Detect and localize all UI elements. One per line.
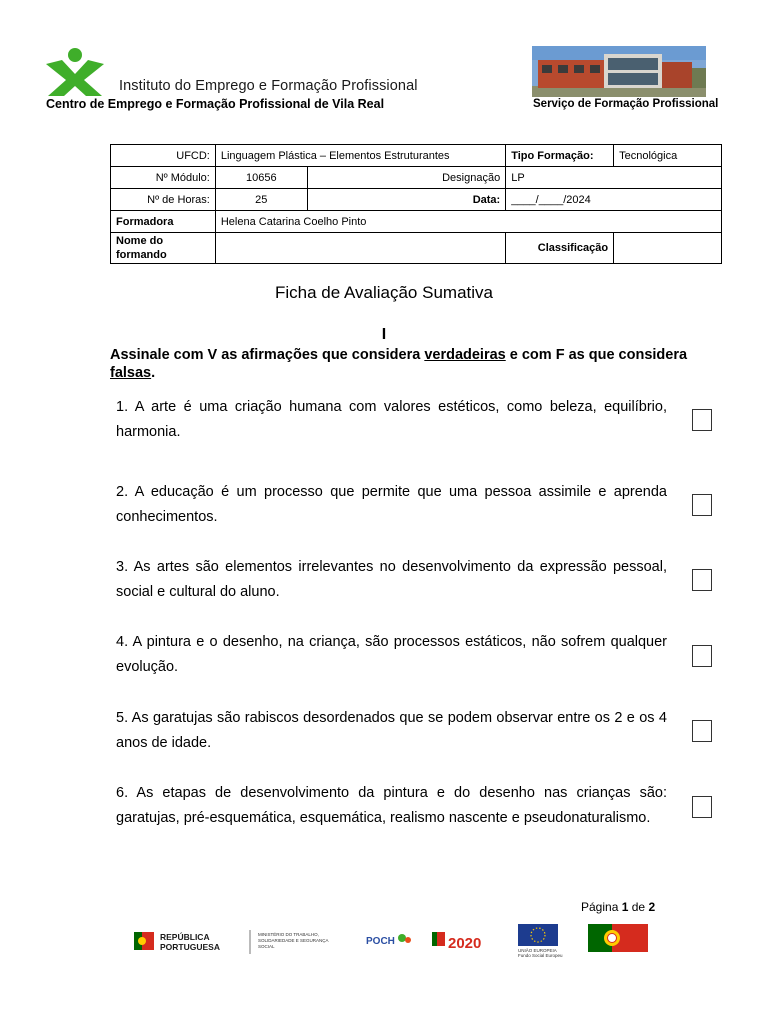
formadora-value: Helena Catarina Coelho Pinto <box>215 211 721 233</box>
statement-6: 6. As etapas de desenvolvimento da pintura e do desenho nas crianças são: garatujas, pré-esquemática, esquemática, realismo nascente e pseudonaturalismo. <box>116 785 667 826</box>
iefp-logo <box>42 46 108 98</box>
servico-label: Serviço de Formação Profissional <box>533 98 719 110</box>
statement-4: 4. A pintura e o desenho, na criança, são processos estáticos, não sofrem qualquer evolução. <box>116 634 667 675</box>
data-value[interactable]: ____/____/2024 <box>506 189 722 211</box>
table-row <box>111 167 722 189</box>
modulo-label: Nº Módulo: <box>111 167 216 189</box>
instruction-text: Assinale com V as afirmações que considera <box>110 347 425 363</box>
answer-checkbox-2[interactable] <box>692 494 712 516</box>
funding-logos <box>130 918 660 962</box>
table-row <box>111 211 722 233</box>
answer-checkbox-1[interactable] <box>692 409 712 431</box>
answer-checkbox-6[interactable] <box>692 796 712 818</box>
answer-checkbox-5[interactable] <box>692 720 712 742</box>
table-row <box>111 145 722 167</box>
svg-text:PORTUGUESA: PORTUGUESA <box>160 942 220 952</box>
designacao-label: Designação <box>307 167 506 189</box>
svg-text:2020: 2020 <box>448 935 482 952</box>
portugal-flag-logo <box>588 924 648 952</box>
svg-text:UNIÃO EUROPEIA: UNIÃO EUROPEIA <box>518 948 557 953</box>
tipo-label: Tipo Formação: <box>506 145 614 167</box>
centro-name: Centro de Emprego e Formação Profissional de Vila Real <box>46 97 385 111</box>
page-number <box>581 900 655 914</box>
page-prefix: Página <box>581 900 619 914</box>
statement-5: 5. As garatujas são rabiscos desordenados que se podem observar entre os 2 e os 4 anos de idade. <box>116 710 667 751</box>
statement-3: 3. As artes são elementos irrelevantes no desenvolvimento da expressão pessoal, social e cultural do aluno. <box>116 559 667 600</box>
svg-text:MINISTÉRIO DO TRABALHO,: MINISTÉRIO DO TRABALHO, <box>258 932 319 937</box>
tipo-value: Tecnológica <box>614 145 722 167</box>
nome-field[interactable] <box>215 233 505 264</box>
modulo-value: 10656 <box>215 167 307 189</box>
horas-value: 25 <box>215 189 307 211</box>
svg-text:SOCIAL: SOCIAL <box>258 944 275 949</box>
data-label: Data: <box>307 189 506 211</box>
answer-checkbox-4[interactable] <box>692 645 712 667</box>
instruction <box>110 346 690 382</box>
horas-label: Nº de Horas: <box>111 189 216 211</box>
instruction-text: e com F as que considera <box>505 347 688 363</box>
ministerio-logo <box>258 931 329 949</box>
svg-text:Fundo Social Europeu: Fundo Social Europeu <box>518 953 563 958</box>
page-title: Ficha de Avaliação Sumativa <box>275 283 493 302</box>
instruction-underline-true: verdadeiras <box>424 347 506 363</box>
republica-portuguesa-logo <box>134 930 250 954</box>
designacao-value: LP <box>506 167 722 189</box>
instruction-text: . <box>151 365 156 381</box>
institute-name: Instituto do Emprego e Formação Profissional <box>119 78 418 94</box>
building-photo <box>532 46 706 97</box>
classificacao-field[interactable] <box>614 233 722 264</box>
eu-flag-logo <box>518 924 563 958</box>
ufcd-label: UFCD: <box>111 145 216 167</box>
answer-checkbox-3[interactable] <box>692 569 712 591</box>
statement-1: 1. A arte é uma criação humana com valores estéticos, como beleza, equilíbrio, harmonia. <box>116 399 667 440</box>
instruction-underline-false: falsas <box>110 365 152 381</box>
svg-text:POCH: POCH <box>366 936 395 947</box>
table-row <box>111 189 722 211</box>
nome-label: Nome do formando <box>111 233 216 264</box>
info-table <box>110 144 722 264</box>
page-of: de <box>631 900 646 914</box>
page-current: 1 <box>621 900 629 914</box>
ufcd-value: Linguagem Plástica – Elementos Estruturantes <box>215 145 505 167</box>
poch-logo <box>366 934 411 947</box>
statement-2: 2. A educação é um processo que permite que uma pessoa assimile e aprenda conhecimentos. <box>116 484 667 525</box>
svg-text:REPÚBLICA: REPÚBLICA <box>160 932 210 942</box>
page-total: 2 <box>648 900 656 914</box>
classificacao-label: Classificação <box>506 233 614 264</box>
svg-text:SOLIDARIEDADE E SEGURANÇA: SOLIDARIEDADE E SEGURANÇA <box>258 938 329 943</box>
table-row <box>111 233 722 264</box>
portugal2020-logo <box>432 932 481 952</box>
section-number: I <box>381 326 387 343</box>
formadora-label: Formadora <box>111 211 216 233</box>
